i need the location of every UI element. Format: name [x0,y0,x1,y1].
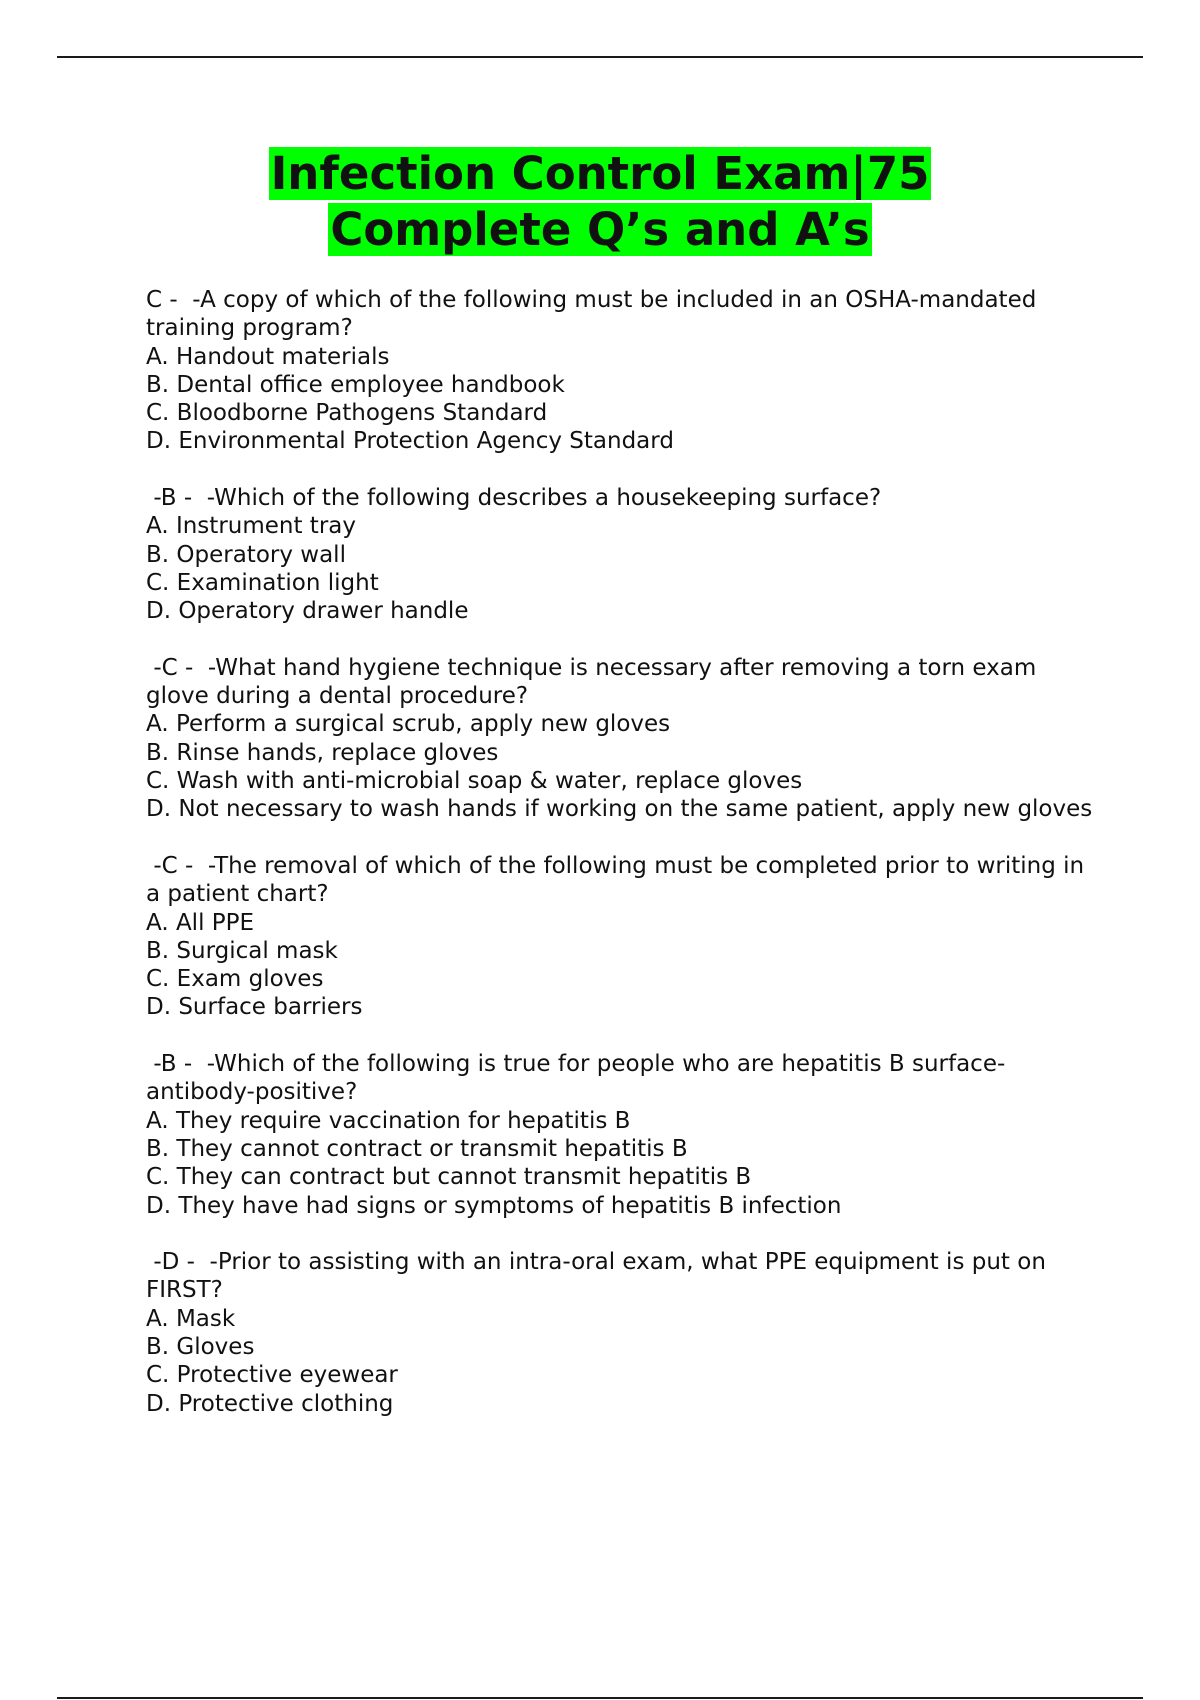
title-heading [0,146,1200,258]
header-rule [57,56,1143,58]
answer-option: C. Bloodborne Pathogens Standard [146,400,548,427]
answer-option: A. Handout materials [146,343,390,370]
question-text: -B - -Which of the following is true for people who are hepatitis B surface-antibody-positive? [146,1051,1006,1106]
answer-option: B. Rinse hands, replace gloves [146,739,499,766]
question-text: -D - -Prior to assisting with an intra-oral exam, what PPE equipment is put on FIRST? [146,1249,1054,1304]
answer-option: D. Protective clothing [146,1390,394,1417]
answer-option: D. Environmental Protection Agency Standard [146,428,674,455]
answer-option: A. They require vaccination for hepatitis B [146,1107,631,1134]
title-line-2: Complete Q’s and A’s [330,203,870,256]
title-line-1: Infection Control Exam|75 [270,147,930,200]
question-block [146,852,1096,1022]
document-title [0,146,1200,258]
answer-option: D. Not necessary to wash hands if working on the same patient, apply new gloves [146,796,1093,823]
answer-option: C. They can contract but cannot transmit hepatitis B [146,1164,752,1191]
answer-option: A. Mask [146,1305,236,1332]
question-block [146,484,1096,625]
question-block [146,1248,1096,1418]
answer-option: C. Protective eyewear [146,1362,398,1389]
answer-option: D. Surface barriers [146,994,363,1021]
answer-option: C. Examination light [146,569,379,596]
question-block [146,286,1096,456]
question-text: -B - -Which of the following describes a housekeeping surface? [146,485,882,512]
answer-option: B. They cannot contract or transmit hepatitis B [146,1135,688,1162]
answer-option: D. They have had signs or symptoms of hepatitis B infection [146,1192,842,1219]
answer-option: B. Dental office employee handbook [146,371,565,398]
answer-option: A. All PPE [146,909,255,936]
question-text: -C - -What hand hygiene technique is necessary after removing a torn exam glove during a dental procedure? [146,654,1044,710]
answer-option: D. Operatory drawer handle [146,598,469,625]
question-text: -C - -The removal of which of the following must be completed prior to writing in a patient chart? [146,852,1092,908]
question-block [146,654,1096,824]
question-block [146,1050,1096,1220]
answer-option: B. Operatory wall [146,541,346,568]
answer-option: A. Instrument tray [146,513,356,540]
answer-option: B. Surgical mask [146,937,338,964]
question-text: C - -A copy of which of the following must be included in an OSHA-mandated training program? [146,287,1044,342]
footer-rule [57,1697,1143,1699]
answer-option: B. Gloves [146,1333,255,1360]
answer-option: A. Perform a surgical scrub, apply new gloves [146,711,671,738]
question-list [146,286,1096,1446]
answer-option: C. Wash with anti-microbial soap & water, replace gloves [146,768,803,795]
answer-option: C. Exam gloves [146,966,324,993]
